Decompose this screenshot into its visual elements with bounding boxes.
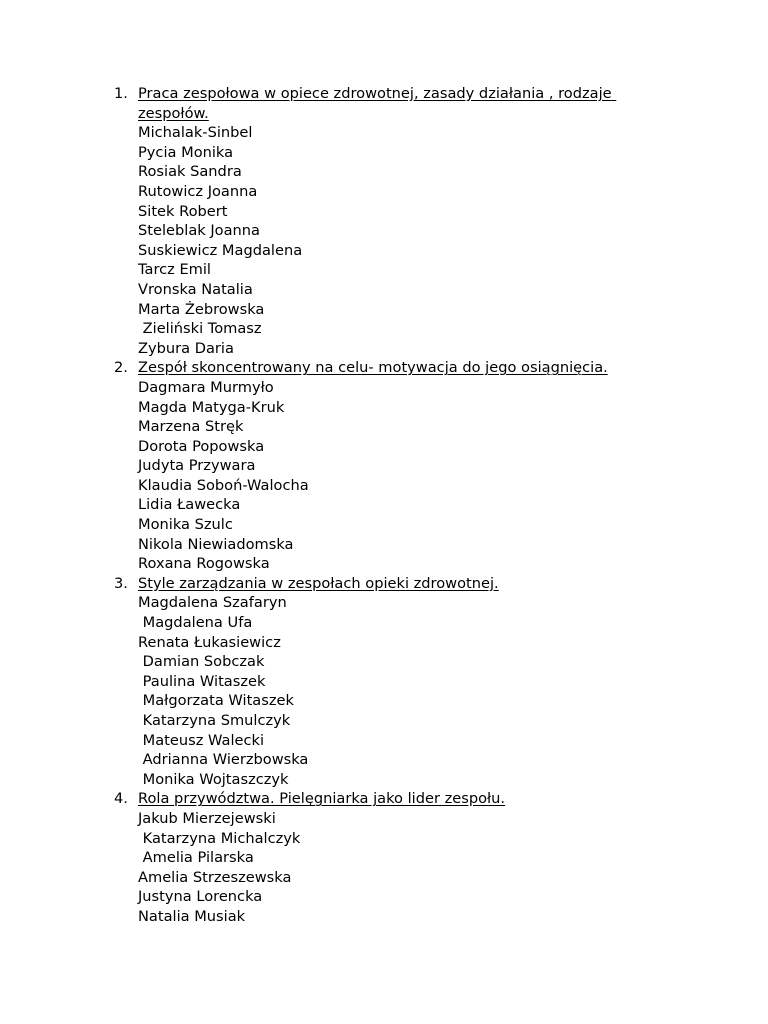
member-name: Dorota Popowska: [138, 437, 265, 455]
topic-item: [114, 789, 674, 926]
member-name: Michalak-Sinbel: [138, 124, 253, 142]
member-name: Nikola Niewiadomska: [138, 535, 294, 553]
member-name: Lidia Ławecka: [138, 496, 241, 514]
topic-item: [114, 358, 674, 574]
member-name: Adrianna Wierzbowska: [138, 751, 309, 769]
member-name: Suskiewicz Magdalena: [138, 241, 303, 259]
member-name: Roxana Rogowska: [138, 555, 270, 573]
member-name: Monika Szulc: [138, 516, 233, 534]
member-name: Rosiak Sandra: [138, 163, 242, 181]
member-name: Renata Łukasiewicz: [138, 633, 281, 651]
member-name: Mateusz Walecki: [138, 731, 265, 749]
member-name: Zieliński Tomasz: [138, 320, 262, 338]
member-name: Tarcz Emil: [138, 261, 211, 279]
topic-number: 4.: [114, 790, 128, 808]
member-name: Magdalena Ufa: [138, 614, 253, 632]
member-name: Amelia Pilarska: [138, 849, 254, 867]
member-name: Judyta Przywara: [138, 457, 256, 475]
member-name: Marzena Stręk: [138, 418, 244, 436]
member-name: Dagmara Murmyło: [138, 378, 274, 396]
member-name: Justyna Lorencka: [138, 888, 263, 906]
member-name: Vronska Natalia: [138, 280, 253, 298]
member-name: Marta Żebrowska: [138, 300, 265, 318]
topic-item: [114, 574, 674, 790]
topic-number: 1.: [114, 85, 128, 102]
topic-item: [114, 84, 674, 358]
member-name: Magda Matyga-Kruk: [138, 398, 285, 416]
topic-number: 3.: [114, 574, 128, 592]
topic-number: 2.: [114, 359, 128, 377]
member-name: Paulina Witaszek: [138, 672, 266, 690]
topic-title: Style zarządzania w zespołach opieki zdrowotnej.: [138, 574, 499, 592]
member-name: Natalia Musiak: [138, 907, 246, 925]
member-name: Sitek Robert: [138, 202, 228, 220]
member-name: Klaudia Soboń-Walocha: [138, 476, 309, 494]
topic-title: Praca zespołowa w opiece zdrowotnej, zasady działania , rodzaje zespołów.: [138, 85, 617, 122]
member-name: Pycia Monika: [138, 143, 234, 161]
member-name: Katarzyna Michalczyk: [138, 829, 301, 847]
member-name: Steleblak Joanna: [138, 222, 260, 240]
topic-title: Rola przywództwa. Pielęgniarka jako lider zespołu.: [138, 790, 506, 808]
member-name: Damian Sobczak: [138, 653, 265, 671]
member-name: Małgorzata Witaszek: [138, 692, 294, 710]
member-name: Rutowicz Joanna: [138, 182, 258, 200]
member-name: Monika Wojtaszczyk: [138, 770, 289, 788]
document-body: [114, 84, 674, 927]
member-name: Amelia Strzeszewska: [138, 868, 292, 886]
topic-title: Zespół skoncentrowany na celu- motywacja do jego osiągnięcia.: [138, 359, 608, 377]
member-name: Katarzyna Smulczyk: [138, 712, 291, 729]
member-name: Jakub Mierzejewski: [138, 809, 276, 827]
member-name: Magdalena Szafaryn: [138, 594, 287, 612]
member-name: Zybura Daria: [138, 339, 234, 357]
